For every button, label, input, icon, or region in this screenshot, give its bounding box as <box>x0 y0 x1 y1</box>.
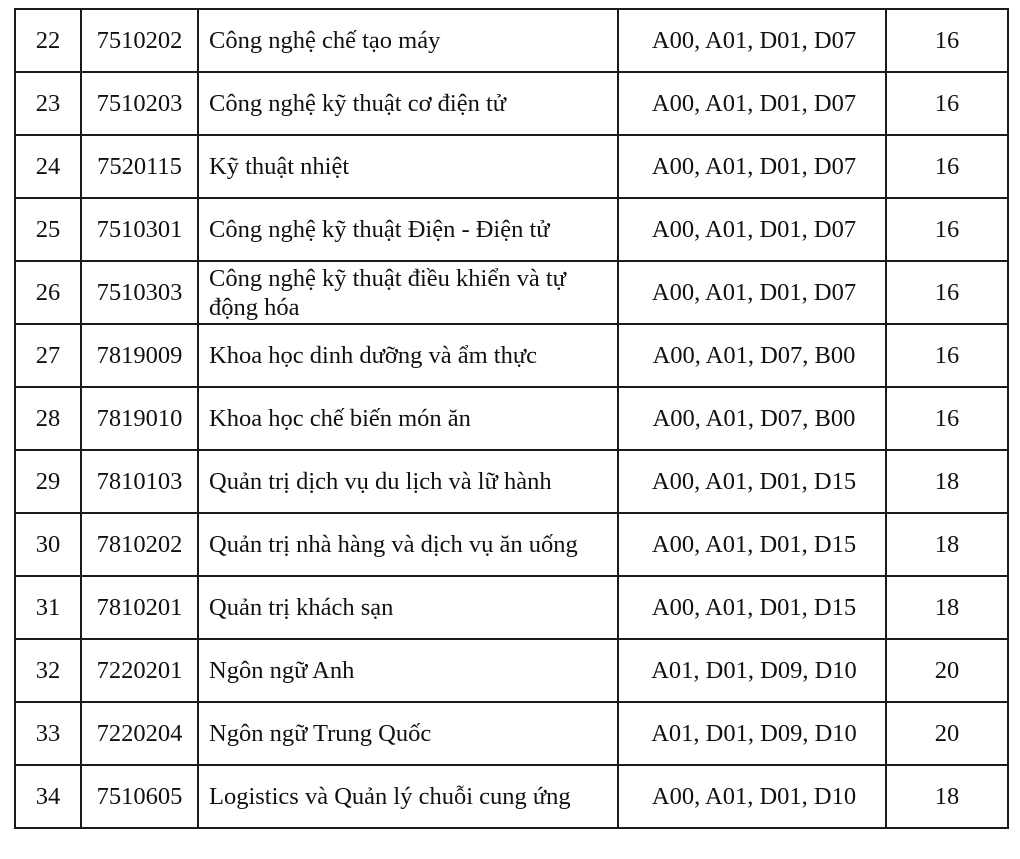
row-number-cell: 33 <box>15 702 81 765</box>
row-number-cell: 26 <box>15 261 81 324</box>
subject-combination-cell: A00, A01, D01, D07 <box>618 72 886 135</box>
subject-combination-cell: A00, A01, D01, D10 <box>618 765 886 828</box>
score-cell: 18 <box>886 576 1008 639</box>
major-name-cell: Quản trị dịch vụ du lịch và lữ hành <box>198 450 618 513</box>
row-number-cell: 29 <box>15 450 81 513</box>
major-name-cell: Công nghệ chế tạo máy <box>198 9 618 72</box>
row-number-cell: 30 <box>15 513 81 576</box>
row-number-cell: 34 <box>15 765 81 828</box>
major-code-cell: 7220201 <box>81 639 198 702</box>
major-name-cell: Khoa học dinh dưỡng và ẩm thực <box>198 324 618 387</box>
score-cell: 18 <box>886 513 1008 576</box>
table-row <box>15 72 1008 135</box>
table-row <box>15 765 1008 828</box>
major-code-cell: 7220204 <box>81 702 198 765</box>
subject-combination-cell: A00, A01, D01, D07 <box>618 198 886 261</box>
major-name-cell: Khoa học chế biến món ăn <box>198 387 618 450</box>
table-row <box>15 576 1008 639</box>
subject-combination-cell: A00, A01, D01, D15 <box>618 513 886 576</box>
major-code-cell: 7810103 <box>81 450 198 513</box>
major-name-cell: Ngôn ngữ Trung Quốc <box>198 702 618 765</box>
row-number-cell: 32 <box>15 639 81 702</box>
major-name-cell: Công nghệ kỹ thuật cơ điện tử <box>198 72 618 135</box>
row-number-cell: 23 <box>15 72 81 135</box>
major-code-cell: 7510605 <box>81 765 198 828</box>
subject-combination-cell: A00, A01, D07, B00 <box>618 324 886 387</box>
table-row <box>15 450 1008 513</box>
table-row <box>15 702 1008 765</box>
subject-combination-cell: A00, A01, D01, D15 <box>618 576 886 639</box>
subject-combination-cell: A00, A01, D07, B00 <box>618 387 886 450</box>
score-cell: 20 <box>886 702 1008 765</box>
score-cell: 16 <box>886 135 1008 198</box>
table-row <box>15 9 1008 72</box>
table-row <box>15 261 1008 324</box>
score-cell: 18 <box>886 765 1008 828</box>
score-cell: 16 <box>886 72 1008 135</box>
table-row <box>15 135 1008 198</box>
major-name-cell: Kỹ thuật nhiệt <box>198 135 618 198</box>
major-code-cell: 7819010 <box>81 387 198 450</box>
score-cell: 16 <box>886 324 1008 387</box>
major-code-cell: 7520115 <box>81 135 198 198</box>
major-code-cell: 7819009 <box>81 324 198 387</box>
score-cell: 20 <box>886 639 1008 702</box>
major-name-cell: Công nghệ kỹ thuật Điện - Điện tử <box>198 198 618 261</box>
row-number-cell: 28 <box>15 387 81 450</box>
admission-table <box>14 8 1009 829</box>
admission-table-container <box>14 8 1009 829</box>
row-number-cell: 22 <box>15 9 81 72</box>
major-name-cell: Quản trị khách sạn <box>198 576 618 639</box>
row-number-cell: 31 <box>15 576 81 639</box>
score-cell: 16 <box>886 198 1008 261</box>
table-row <box>15 198 1008 261</box>
score-cell: 16 <box>886 9 1008 72</box>
subject-combination-cell: A01, D01, D09, D10 <box>618 702 886 765</box>
subject-combination-cell: A00, A01, D01, D07 <box>618 9 886 72</box>
score-cell: 18 <box>886 450 1008 513</box>
table-row <box>15 639 1008 702</box>
major-code-cell: 7810202 <box>81 513 198 576</box>
major-code-cell: 7810201 <box>81 576 198 639</box>
table-row <box>15 513 1008 576</box>
table-row <box>15 387 1008 450</box>
score-cell: 16 <box>886 261 1008 324</box>
row-number-cell: 24 <box>15 135 81 198</box>
subject-combination-cell: A01, D01, D09, D10 <box>618 639 886 702</box>
major-name-cell: Công nghệ kỹ thuật điều khiển và tự động hóa <box>198 261 618 324</box>
major-name-cell: Quản trị nhà hàng và dịch vụ ăn uống <box>198 513 618 576</box>
table-row <box>15 324 1008 387</box>
major-code-cell: 7510303 <box>81 261 198 324</box>
subject-combination-cell: A00, A01, D01, D07 <box>618 135 886 198</box>
score-cell: 16 <box>886 387 1008 450</box>
major-code-cell: 7510203 <box>81 72 198 135</box>
subject-combination-cell: A00, A01, D01, D15 <box>618 450 886 513</box>
major-code-cell: 7510202 <box>81 9 198 72</box>
row-number-cell: 25 <box>15 198 81 261</box>
major-name-cell: Logistics và Quản lý chuỗi cung ứng <box>198 765 618 828</box>
subject-combination-cell: A00, A01, D01, D07 <box>618 261 886 324</box>
major-name-cell: Ngôn ngữ Anh <box>198 639 618 702</box>
row-number-cell: 27 <box>15 324 81 387</box>
major-code-cell: 7510301 <box>81 198 198 261</box>
